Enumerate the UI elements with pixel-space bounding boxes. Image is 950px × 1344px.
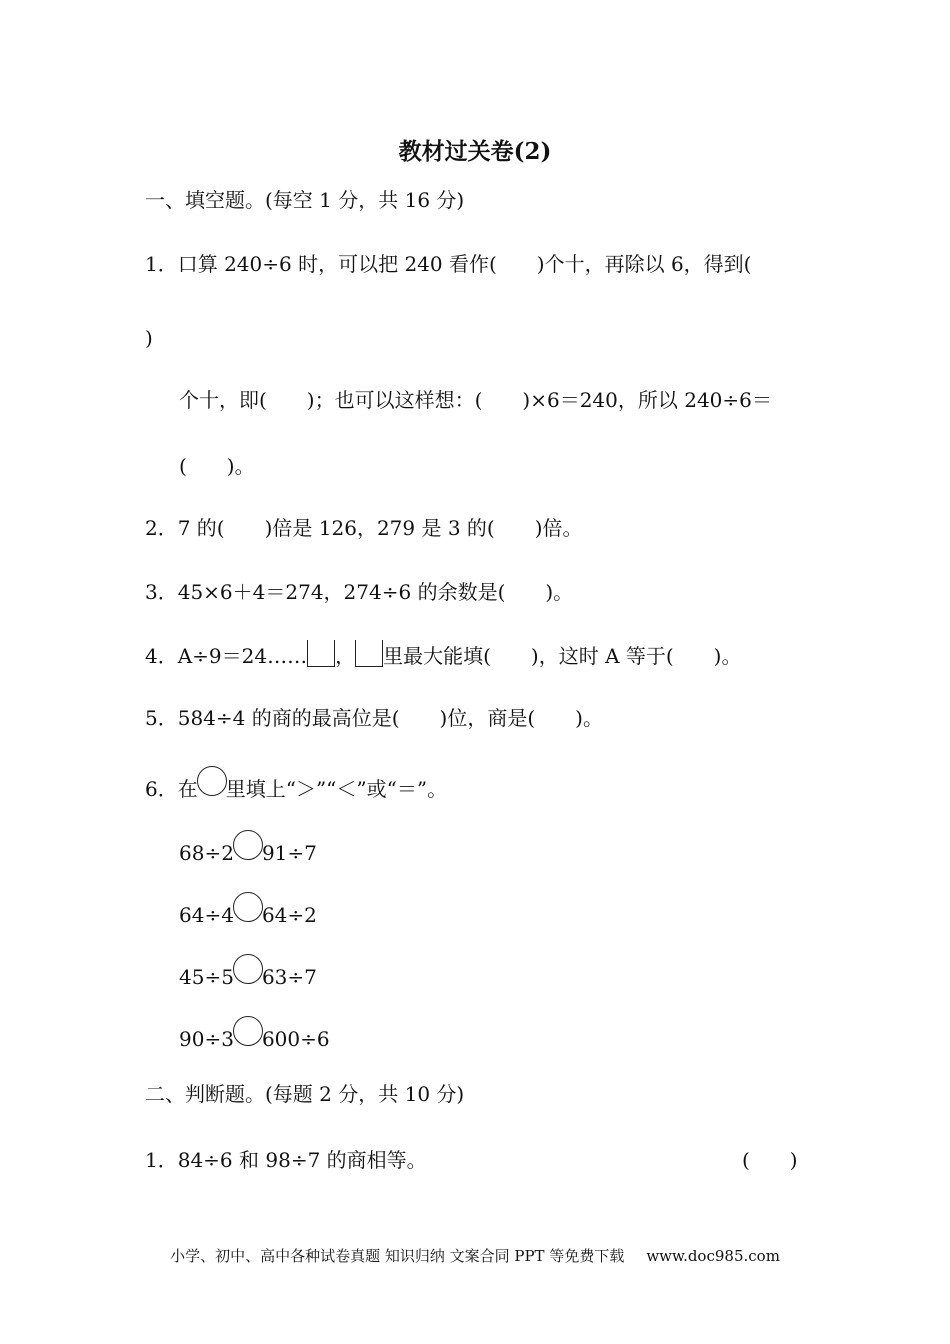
q6-item-right: 63÷7 xyxy=(261,965,317,989)
q1-line2: ) xyxy=(145,326,153,350)
answer-box-icon xyxy=(355,640,383,667)
compare-circle-icon xyxy=(233,892,263,922)
footer-text: 小学、初中、高中各种试卷真题 知识归纳 文案合同 PPT 等免费下载 xyxy=(170,1247,625,1265)
q1-line1: 1．口算 240÷6 时，可以把 240 看作( )个十，再除以 6，得到( xyxy=(145,252,752,276)
q1-line3: 个十，即( )；也可以这样想：( )×6＝240，所以 240÷6＝ xyxy=(179,388,772,412)
q4-comma: ， xyxy=(335,644,356,668)
q6-item xyxy=(179,1016,330,1053)
q6-item xyxy=(179,830,317,867)
q4-prefix: 4．A÷9＝24…… xyxy=(145,644,308,668)
q4-rest: 里最大能填( )，这时 A 等于( )。 xyxy=(383,644,742,668)
q6-item xyxy=(179,892,317,929)
q6-item-right: 91÷7 xyxy=(261,841,317,865)
q6-item-left: 64÷4 xyxy=(179,903,234,927)
q6-prefix: 6．在 xyxy=(145,777,198,801)
answer-box-icon xyxy=(307,640,335,667)
section1-heading: 一、填空题。(每空 1 分，共 16 分) xyxy=(145,188,465,212)
q4 xyxy=(145,640,741,670)
q6-item-right: 64÷2 xyxy=(261,903,317,927)
compare-circle-icon xyxy=(233,830,263,860)
q6-item-right: 600÷6 xyxy=(261,1027,330,1051)
q5: 5．584÷4 的商的最高位是( )位，商是( )。 xyxy=(145,706,603,730)
q6-item xyxy=(179,954,317,991)
compare-circle-icon xyxy=(233,1016,263,1046)
compare-circle-icon xyxy=(233,954,263,984)
q2: 2．7 的( )倍是 126，279 是 3 的( )倍。 xyxy=(145,516,583,540)
compare-circle-icon xyxy=(197,766,227,796)
page-title: 教材过关卷(2) xyxy=(398,138,552,165)
q1-line4: ( )。 xyxy=(179,454,255,478)
footer xyxy=(0,1246,950,1266)
q3: 3．45×6＋4＝274，274÷6 的余数是( )。 xyxy=(145,580,574,604)
q6-rest: 里填上“＞”“＜”或“＝”。 xyxy=(225,777,448,801)
q6 xyxy=(145,766,447,803)
q6-item-left: 45÷5 xyxy=(179,965,234,989)
section2-heading: 二、判断题。(每题 2 分，共 10 分) xyxy=(145,1082,465,1106)
footer-url[interactable]: www.doc985.com xyxy=(646,1247,780,1265)
q6-item-left: 90÷3 xyxy=(179,1027,234,1051)
q6-item-left: 68÷2 xyxy=(179,841,234,865)
judge-answer-bracket: ( ) xyxy=(742,1148,798,1172)
judge-q1: 1．84÷6 和 98÷7 的商相等。 xyxy=(145,1148,427,1172)
